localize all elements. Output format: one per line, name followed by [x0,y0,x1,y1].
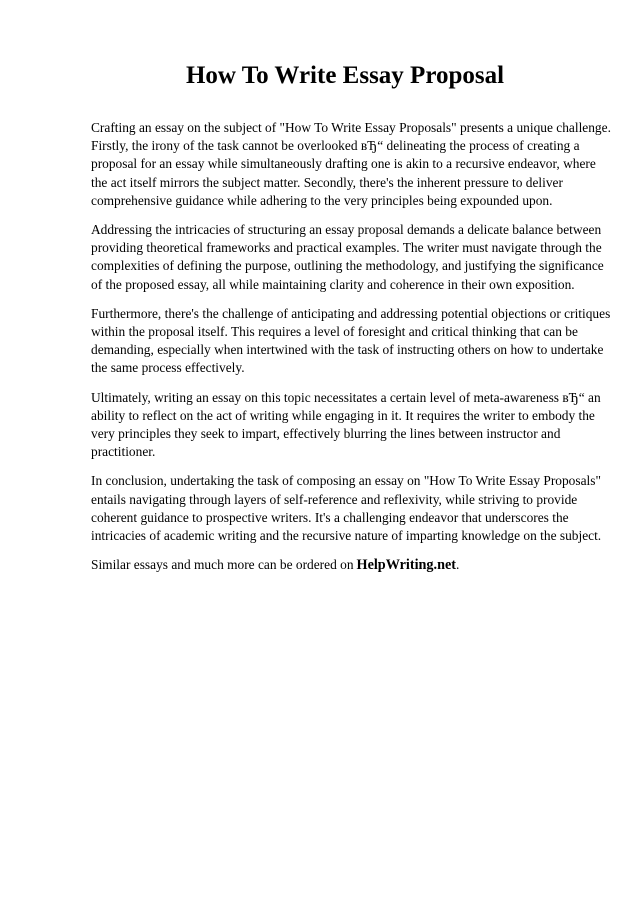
text-line: Crafting an essay on the subject of "How To Write Essay Proposals" presents a unique challenge. [91,120,611,135]
text-line: proposal for an essay while simultaneously drafting one is akin to a recursive endeavor, where [91,156,596,172]
promo-line [91,556,601,574]
paragraph-4 [91,389,601,462]
paragraph-1 [91,119,611,210]
essay-body [91,119,611,574]
text-line: Addressing the intricacies of structuring an essay proposal demands a delicate balance between [91,222,602,238]
text-line: comprehensive guidance while adhering to the very principles being expounded upon. [91,192,553,208]
text-line: the same process effectively. [91,360,245,376]
promo-text: Similar essays and much more can be ordered on [91,557,354,573]
brand-link[interactable]: HelpWriting.net [356,557,456,574]
text-line: complexities of defining the purpose, outlining the methodology, and justifying the significance [91,258,604,274]
text-line: Furthermore, there's the challenge of anticipating and addressing potential objections or critiques [91,305,611,321]
paragraph-3 [91,305,611,378]
paragraph-5 [91,472,601,545]
text-line: In conclusion, undertaking the task of composing an essay on "How To Write Essay Proposals" [91,473,601,489]
text-line: the act itself mirrors the subject matter. Secondly, there's the inherent pressure to deliver [91,174,563,190]
text-line: very principles they seek to impart, effectively blurring the lines between instructor and [91,426,561,442]
paragraph-2 [91,221,604,294]
text-line: of the proposed essay, all while maintaining clarity and coherence in their own exposition. [91,276,575,292]
text-line: entails navigating through layers of self-reference and reflexivity, while striving to provide [91,491,578,507]
text-line: providing theoretical frameworks and practical examples. The writer must navigate through the [91,240,602,256]
text-line: within the proposal itself. This requires a level of foresight and critical thinking that can be [91,324,578,340]
text-line: Firstly, the irony of the task cannot be overlooked вЂ“ delineating the process of creating a [91,138,580,154]
page-title: How To Write Essay Proposal [185,62,505,89]
text-line: practitioner. [91,444,156,460]
text-line: ability to reflect on the act of writing while engaging in it. It requires the writer to embody the [91,407,595,423]
text-line: intricacies of academic writing and the recursive nature of imparting knowledge on the subject. [91,528,602,544]
text-line: Ultimately, writing an essay on this topic necessitates a certain level of meta-awareness вЂ“ an [91,389,601,405]
text-line: coherent guidance to prospective writers. It's a challenging endeavor that underscores the [91,509,569,525]
text-line: demanding, especially when intertwined with the task of instructing others on how to undertake [91,342,604,358]
promo-period: . [455,557,460,573]
